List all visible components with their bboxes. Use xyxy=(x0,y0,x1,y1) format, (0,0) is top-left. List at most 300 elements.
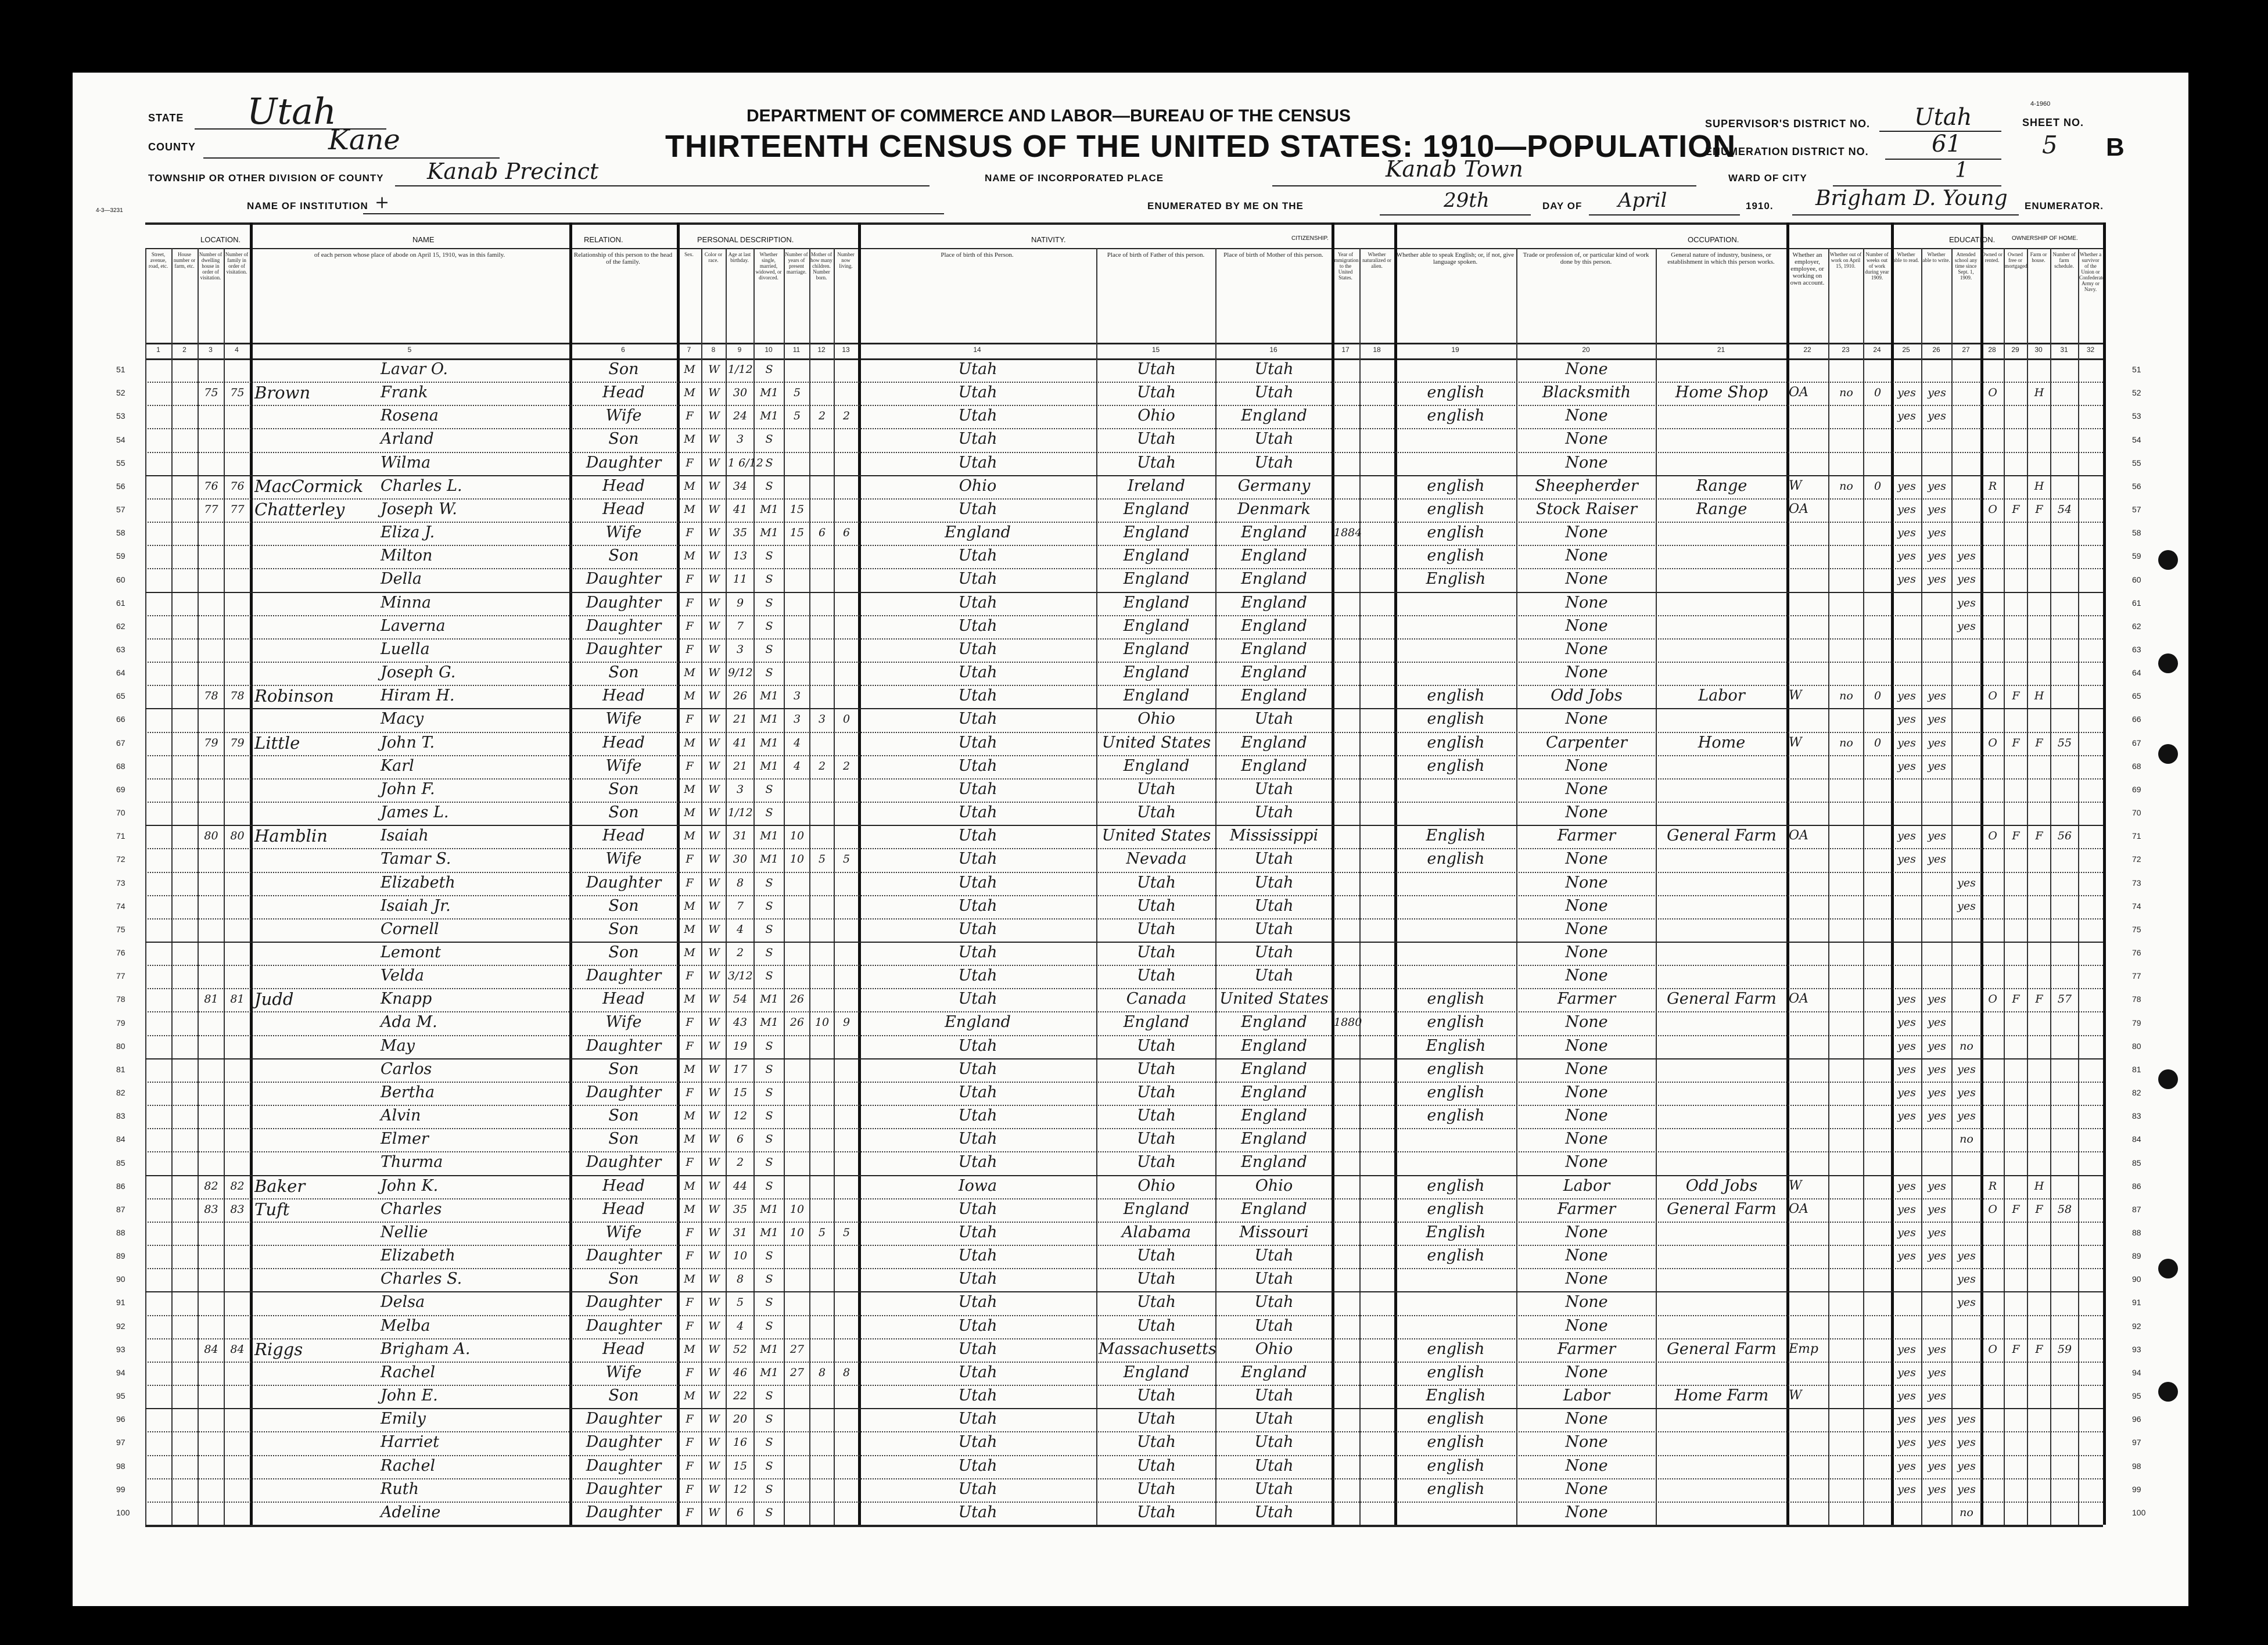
relation-cell: Son xyxy=(608,943,639,961)
sex-cell: F xyxy=(686,619,694,633)
living-cell: 8 xyxy=(842,1366,850,1379)
age-cell: 6 xyxy=(736,1506,744,1519)
father-cell: England xyxy=(1123,593,1190,612)
age-cell: 5 xyxy=(736,1296,744,1309)
marital-cell: M1 xyxy=(760,736,778,749)
column-header: Mother of how many children. Number born. xyxy=(810,252,832,281)
sex-cell: M xyxy=(684,1133,695,1146)
line-number: 77 xyxy=(2132,971,2141,981)
dwelling-cell: 81 xyxy=(204,993,218,1006)
sex-cell: F xyxy=(686,573,694,586)
sched-cell: 59 xyxy=(2057,1342,2072,1356)
father-cell: United States xyxy=(1101,733,1211,752)
relation-cell: Daughter xyxy=(586,1503,662,1521)
sex-cell: M xyxy=(684,386,695,400)
line-number: 86 xyxy=(116,1181,125,1191)
grid-column-rule xyxy=(2004,248,2005,1525)
given-name-cell: Rachel xyxy=(381,1456,436,1475)
trade-cell: None xyxy=(1565,756,1608,775)
relation-cell: Head xyxy=(602,990,645,1008)
marital-cell: M1 xyxy=(760,1016,778,1029)
marital-cell: S xyxy=(765,1062,773,1076)
birth-cell: Utah xyxy=(958,360,997,378)
farm-cell: F xyxy=(2035,736,2043,749)
column-number: 24 xyxy=(1873,346,1881,354)
read-cell: yes xyxy=(1897,1413,1916,1426)
mother-cell: Utah xyxy=(1254,1293,1294,1312)
line-number: 60 xyxy=(116,574,125,584)
line-number: 51 xyxy=(116,365,125,375)
father-cell: Utah xyxy=(1136,360,1176,378)
mother-cell: Utah xyxy=(1254,1456,1294,1475)
father-cell: Utah xyxy=(1136,1036,1176,1055)
father-cell: Utah xyxy=(1136,780,1176,798)
mother-cell: England xyxy=(1241,1199,1307,1218)
age-cell: 22 xyxy=(733,1389,748,1403)
grid-column-rule xyxy=(2078,248,2079,1525)
father-cell: Ireland xyxy=(1128,476,1185,495)
mother-cell: England xyxy=(1241,1083,1307,1101)
line-number: 86 xyxy=(2132,1181,2141,1191)
farm-cell: H xyxy=(2034,479,2044,493)
birth-cell: Utah xyxy=(958,1223,997,1241)
write-cell: yes xyxy=(1928,1459,1946,1472)
column-header: Trade or profession of, or particular kind of work done by this person. xyxy=(1523,252,1649,265)
age-cell: 31 xyxy=(733,1226,748,1239)
relation-cell: Son xyxy=(608,1059,639,1078)
given-name-cell: Carlos xyxy=(381,1059,432,1078)
line-number: 90 xyxy=(116,1274,125,1284)
relation-cell: Son xyxy=(608,920,639,938)
line-number: 58 xyxy=(116,528,125,538)
line-number: 93 xyxy=(116,1344,125,1354)
mother-cell: Utah xyxy=(1254,850,1294,868)
relation-cell: Daughter xyxy=(586,873,662,892)
school-cell: yes xyxy=(1957,1459,1976,1472)
age-cell: 8 xyxy=(736,1273,744,1286)
sex-cell: F xyxy=(686,1319,694,1332)
marital-cell: S xyxy=(765,1109,773,1123)
father-cell: Utah xyxy=(1136,1083,1176,1101)
mother-cell: Ohio xyxy=(1255,1176,1293,1195)
line-number: 53 xyxy=(2132,411,2141,421)
county-value: Kane xyxy=(328,124,400,156)
marital-cell: S xyxy=(765,806,773,820)
surname-cell: MacCormick xyxy=(254,476,364,496)
emp-cell: W xyxy=(1789,1178,1802,1193)
column-header: Place of birth of Father of this person. xyxy=(1107,252,1205,258)
column-number: 13 xyxy=(842,346,850,354)
father-cell: Utah xyxy=(1136,1153,1176,1172)
trade-cell: Carpenter xyxy=(1545,733,1628,752)
grid-column-rule xyxy=(1359,248,1361,1525)
own-cell: R xyxy=(1988,479,1997,493)
father-cell: Utah xyxy=(1136,1130,1176,1148)
family-cell: 80 xyxy=(230,829,245,843)
line-number: 94 xyxy=(116,1367,125,1377)
line-number: 79 xyxy=(2132,1018,2141,1028)
mother-cell: England xyxy=(1241,663,1307,682)
free-cell: F xyxy=(2012,689,2020,703)
column-number: 15 xyxy=(1151,346,1160,354)
column-header: Whether able to write. xyxy=(1922,252,1950,263)
farm-cell: H xyxy=(2034,386,2044,400)
mother-cell: Missouri xyxy=(1239,1223,1309,1241)
trade-cell: None xyxy=(1565,780,1608,798)
birth-cell: Utah xyxy=(958,1059,997,1078)
given-name-cell: Adeline xyxy=(381,1503,441,1521)
father-cell: Ohio xyxy=(1137,710,1175,728)
birth-cell: Utah xyxy=(958,1036,997,1055)
age-cell: 30 xyxy=(733,386,748,400)
birth-cell: Iowa xyxy=(958,1176,997,1195)
given-name-cell: John T. xyxy=(381,733,435,752)
read-cell: yes xyxy=(1897,1389,1916,1403)
grid-column-rule xyxy=(1332,222,1334,1525)
read-cell: yes xyxy=(1897,479,1916,493)
relation-cell: Daughter xyxy=(586,967,662,985)
race-cell: W xyxy=(708,1436,720,1449)
age-cell: 12 xyxy=(733,1482,748,1496)
enumerator-name: Brigham D. Young xyxy=(1815,186,2008,210)
given-name-cell: Karl xyxy=(381,756,414,775)
line-number: 55 xyxy=(2132,458,2141,468)
given-name-cell: Bertha xyxy=(381,1083,435,1101)
column-header: Farm or house. xyxy=(2030,252,2047,263)
school-cell: yes xyxy=(1957,1296,1976,1309)
read-cell: yes xyxy=(1897,526,1916,540)
sched-cell: 55 xyxy=(2057,736,2072,749)
given-name-cell: Isaiah Jr. xyxy=(381,896,451,915)
line-number: 88 xyxy=(116,1228,125,1237)
line-number: 88 xyxy=(2132,1228,2141,1237)
relation-cell: Head xyxy=(602,476,645,495)
column-number: 20 xyxy=(1582,346,1590,354)
mother-cell: England xyxy=(1241,1107,1307,1125)
age-cell: 13 xyxy=(733,549,748,563)
living-cell: 6 xyxy=(842,526,850,540)
industry-cell: Labor xyxy=(1698,687,1745,705)
lang-cell: english xyxy=(1427,1410,1485,1428)
incorporated-value: Kanab Town xyxy=(1386,156,1523,182)
sex-cell: F xyxy=(686,1413,694,1426)
school-cell: yes xyxy=(1957,573,1976,586)
school-cell: yes xyxy=(1957,1273,1976,1286)
relation-cell: Son xyxy=(608,780,639,798)
sex-cell: M xyxy=(684,806,695,820)
trade-cell: None xyxy=(1565,850,1608,868)
marital-cell: M1 xyxy=(760,1366,778,1379)
grid-column-rule xyxy=(198,248,199,1525)
surname-cell: Chatterley xyxy=(254,499,345,519)
marital-cell: S xyxy=(765,1179,773,1193)
relation-cell: Head xyxy=(602,733,645,752)
given-name-cell: Eliza J. xyxy=(381,523,435,542)
race-cell: W xyxy=(708,526,720,540)
father-cell: Nevada xyxy=(1126,850,1187,868)
write-cell: yes xyxy=(1928,1062,1946,1076)
lang-cell: English xyxy=(1426,570,1486,588)
line-number: 91 xyxy=(116,1298,125,1308)
read-cell: yes xyxy=(1897,829,1916,843)
relation-cell: Daughter xyxy=(586,1153,662,1172)
father-cell: Utah xyxy=(1136,920,1176,938)
race-cell: W xyxy=(708,502,720,516)
line-number: 62 xyxy=(2132,621,2141,631)
line-number: 67 xyxy=(116,738,125,748)
write-cell: yes xyxy=(1928,1179,1946,1193)
age-cell: 2 xyxy=(736,1156,744,1169)
trade-cell: None xyxy=(1565,1059,1608,1078)
institution-value: + xyxy=(375,192,390,213)
mother-cell: England xyxy=(1241,756,1307,775)
given-name-cell: Melba xyxy=(381,1316,430,1335)
age-cell: 19 xyxy=(733,1039,748,1053)
write-cell: yes xyxy=(1928,713,1946,726)
column-number: 12 xyxy=(817,346,826,354)
sex-cell: F xyxy=(686,713,694,726)
write-cell: yes xyxy=(1928,526,1946,540)
age-cell: 54 xyxy=(733,993,748,1006)
own-cell: O xyxy=(1988,1342,1997,1356)
grid-column-rule xyxy=(145,248,146,1525)
industry-cell: Range xyxy=(1696,500,1747,518)
line-number: 76 xyxy=(116,948,125,958)
out-cell: no xyxy=(1839,479,1853,493)
birth-cell: Utah xyxy=(958,430,997,448)
mother-cell: England xyxy=(1241,733,1307,752)
read-cell: yes xyxy=(1897,1039,1916,1053)
relation-cell: Daughter xyxy=(586,1316,662,1335)
marital-cell: S xyxy=(765,363,773,376)
trade-cell: None xyxy=(1565,593,1608,612)
state-value: Utah xyxy=(247,90,337,132)
race-cell: W xyxy=(708,456,720,469)
birth-cell: Utah xyxy=(958,1433,997,1452)
age-cell: 3/12 xyxy=(728,969,753,983)
read-cell: yes xyxy=(1897,736,1916,749)
living-cell: 2 xyxy=(842,410,850,423)
line-number: 91 xyxy=(2132,1298,2141,1308)
line-number: 83 xyxy=(2132,1111,2141,1121)
relation-cell: Daughter xyxy=(586,1433,662,1452)
column-header: Whether able to read. xyxy=(1893,252,1919,263)
write-cell: yes xyxy=(1928,1249,1946,1263)
race-cell: W xyxy=(708,573,720,586)
school-cell: yes xyxy=(1957,876,1976,889)
father-cell: England xyxy=(1123,640,1190,658)
given-name-cell: Frank xyxy=(381,383,428,402)
birth-cell: Utah xyxy=(958,453,997,472)
line-number: 62 xyxy=(116,621,125,631)
column-number: 3 xyxy=(209,346,213,354)
line-number: 85 xyxy=(2132,1158,2141,1168)
race-cell: W xyxy=(708,363,720,376)
line-number: 66 xyxy=(2132,714,2141,724)
trade-cell: None xyxy=(1565,430,1608,448)
line-number: 82 xyxy=(2132,1088,2141,1098)
line-number: 84 xyxy=(2132,1134,2141,1144)
surname-cell: Riggs xyxy=(254,1339,303,1359)
trade-cell: None xyxy=(1565,1479,1608,1498)
birth-cell: Utah xyxy=(958,803,997,822)
marital-cell: S xyxy=(765,1086,773,1099)
race-cell: W xyxy=(708,1366,720,1379)
birth-cell: Utah xyxy=(958,593,997,612)
age-cell: 16 xyxy=(733,1436,748,1449)
own-cell: R xyxy=(1988,1179,1997,1193)
trade-cell: None xyxy=(1565,710,1608,728)
read-cell: yes xyxy=(1897,1179,1916,1193)
marital-cell: S xyxy=(765,479,773,493)
race-cell: W xyxy=(708,479,720,493)
relation-cell: Son xyxy=(608,1387,639,1405)
birth-cell: Utah xyxy=(958,687,997,705)
line-number: 64 xyxy=(2132,668,2141,678)
yrs-cell: 3 xyxy=(793,689,801,703)
marital-cell: M1 xyxy=(760,853,778,866)
mother-cell: England xyxy=(1241,593,1307,612)
write-cell: yes xyxy=(1928,853,1946,866)
write-cell: yes xyxy=(1928,1016,1946,1029)
sex-cell: M xyxy=(684,502,695,516)
given-name-cell: James L. xyxy=(381,803,449,822)
sched-cell: 57 xyxy=(2057,993,2072,1006)
emp-cell: OA xyxy=(1789,385,1808,400)
read-cell: yes xyxy=(1897,573,1916,586)
sex-cell: M xyxy=(684,736,695,749)
census-title: THIRTEENTH CENSUS OF THE UNITED STATES: 1910—POPULATION xyxy=(665,129,1736,164)
line-number: 96 xyxy=(2132,1414,2141,1424)
given-name-cell: May xyxy=(381,1036,415,1055)
relation-cell: Wife xyxy=(605,407,642,425)
marital-cell: S xyxy=(765,1133,773,1146)
relation-cell: Head xyxy=(602,500,645,518)
marital-cell: S xyxy=(765,1249,773,1263)
read-cell: yes xyxy=(1897,410,1916,423)
father-cell: Utah xyxy=(1136,1270,1176,1288)
birth-cell: Utah xyxy=(958,500,997,518)
mother-cell: Utah xyxy=(1254,1316,1294,1335)
column-number: 32 xyxy=(2086,346,2095,354)
trade-cell: None xyxy=(1565,1036,1608,1055)
industry-cell: General Farm xyxy=(1667,1199,1777,1218)
given-name-cell: Harriet xyxy=(381,1433,439,1452)
relation-cell: Wife xyxy=(605,1363,642,1381)
birth-cell: Utah xyxy=(958,1083,997,1101)
born-cell: 2 xyxy=(818,759,826,773)
marital-cell: S xyxy=(765,1156,773,1169)
relation-cell: Son xyxy=(608,803,639,822)
sex-cell: M xyxy=(684,829,695,843)
yrs-cell: 4 xyxy=(793,759,801,773)
line-number: 55 xyxy=(116,458,125,468)
race-cell: W xyxy=(708,1156,720,1169)
school-cell: no xyxy=(1960,1133,1973,1146)
own-cell: O xyxy=(1988,736,1997,749)
column-header: House number or farm, etc. xyxy=(173,252,196,269)
line-number: 68 xyxy=(116,761,125,771)
yrs-cell: 15 xyxy=(790,502,805,516)
race-cell: W xyxy=(708,1249,720,1263)
race-cell: W xyxy=(708,619,720,633)
read-cell: yes xyxy=(1897,713,1916,726)
mother-cell: Utah xyxy=(1254,896,1294,915)
line-number: 98 xyxy=(116,1461,125,1471)
relation-cell: Son xyxy=(608,430,639,448)
trade-cell: None xyxy=(1565,360,1608,378)
age-cell: 41 xyxy=(733,502,748,516)
mother-cell: England xyxy=(1241,1013,1307,1032)
race-cell: W xyxy=(708,759,720,773)
birth-cell: Utah xyxy=(958,873,997,892)
line-number: 89 xyxy=(116,1251,125,1261)
grid-column-rule xyxy=(1656,248,1657,1525)
father-cell: Utah xyxy=(1136,1410,1176,1428)
given-name-cell: Wilma xyxy=(381,453,431,472)
father-cell: Alabama xyxy=(1121,1223,1192,1241)
line-number: 59 xyxy=(2132,551,2141,561)
census-sheet xyxy=(73,73,2188,1606)
write-cell: yes xyxy=(1928,1226,1946,1239)
read-cell: yes xyxy=(1897,689,1916,703)
trade-cell: None xyxy=(1565,1270,1608,1288)
relation-cell: Daughter xyxy=(586,453,662,472)
lang-cell: english xyxy=(1427,1433,1485,1452)
father-cell: England xyxy=(1123,616,1190,635)
given-name-cell: John F. xyxy=(381,780,435,798)
write-cell: yes xyxy=(1928,1109,1946,1123)
line-number: 56 xyxy=(116,481,125,491)
weeks-cell: 0 xyxy=(1874,736,1882,749)
grid-column-rule xyxy=(726,248,727,1525)
relation-cell: Daughter xyxy=(586,593,662,612)
race-cell: W xyxy=(708,829,720,843)
year-label: 1910. xyxy=(1746,200,1774,211)
birth-cell: Utah xyxy=(958,1107,997,1125)
relation-cell: Daughter xyxy=(586,570,662,588)
birth-cell: Utah xyxy=(958,756,997,775)
line-number: 74 xyxy=(116,901,125,911)
race-cell: W xyxy=(708,713,720,726)
age-cell: 1 6/12 xyxy=(728,456,763,469)
father-cell: Ohio xyxy=(1137,407,1175,425)
line-number: 90 xyxy=(2132,1274,2141,1284)
sheet-value: 5 xyxy=(2042,131,2058,159)
birth-cell: Utah xyxy=(958,850,997,868)
line-number: 92 xyxy=(2132,1321,2141,1331)
lang-cell: english xyxy=(1427,383,1485,402)
line-number: 54 xyxy=(2132,434,2141,444)
father-cell: England xyxy=(1123,1199,1190,1218)
dwelling-cell: 83 xyxy=(204,1202,218,1216)
relation-cell: Son xyxy=(608,1270,639,1288)
relation-cell: Son xyxy=(608,1130,639,1148)
lang-cell: english xyxy=(1427,1083,1485,1101)
write-cell: yes xyxy=(1928,410,1946,423)
line-number: 87 xyxy=(2132,1204,2141,1214)
given-name-cell: Cornell xyxy=(381,920,439,938)
own-cell: O xyxy=(1988,689,1997,703)
trade-cell: None xyxy=(1565,920,1608,938)
column-number: 1 xyxy=(156,346,160,354)
given-name-cell: Joseph W. xyxy=(381,500,457,518)
race-cell: W xyxy=(708,1459,720,1472)
sex-cell: F xyxy=(686,1016,694,1029)
age-cell: 7 xyxy=(736,619,744,633)
grid-column-rule xyxy=(1516,248,1517,1525)
family-cell: 78 xyxy=(230,689,245,703)
